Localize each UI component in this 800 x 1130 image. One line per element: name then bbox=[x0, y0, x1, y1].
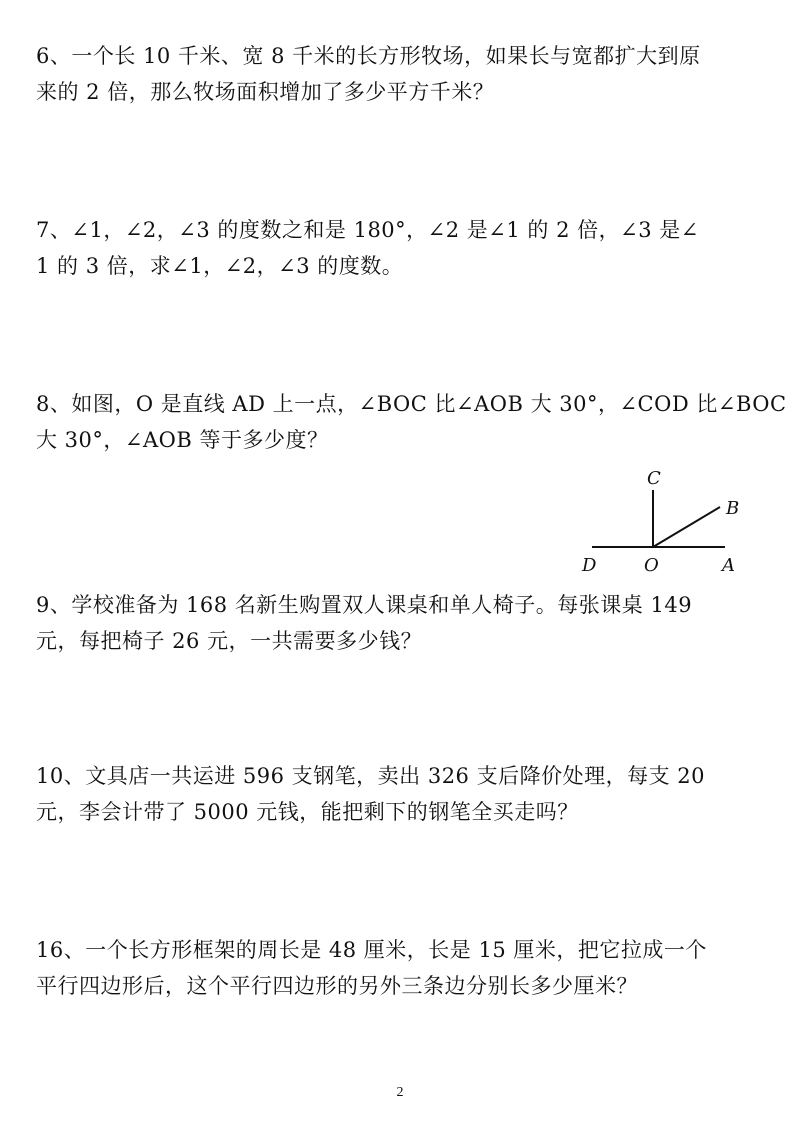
problem-8 bbox=[36, 386, 787, 458]
problem-6-line-2: 来的 2 倍，那么牧场面积增加了多少平方千米？ bbox=[36, 80, 495, 104]
problem-9-line-1: 9、学校准备为 168 名新生购置双人课桌和单人椅子。每张课桌 149 bbox=[36, 593, 693, 617]
problem-6 bbox=[36, 38, 768, 110]
label-o: O bbox=[644, 555, 659, 576]
ray-ob bbox=[653, 507, 720, 547]
problem-7-line-2: 1 的 3 倍，求∠1，∠2，∠3 的度数。 bbox=[36, 254, 404, 278]
label-c: C bbox=[647, 468, 661, 489]
problem-10 bbox=[36, 758, 768, 830]
problem-8-line-2: 大 30°，∠AOB 等于多少度？ bbox=[36, 428, 329, 452]
label-a: A bbox=[722, 555, 735, 576]
problem-10-line-1: 10、文具店一共运进 596 支钢笔，卖出 326 支后降价处理，每支 20 bbox=[36, 764, 705, 788]
page-number: 2 bbox=[396, 1085, 404, 1100]
label-d: D bbox=[582, 555, 597, 576]
angle-diagram bbox=[570, 460, 770, 590]
problem-9 bbox=[36, 587, 768, 659]
problem-9-line-2: 元，每把椅子 26 元，一共需要多少钱？ bbox=[36, 629, 423, 653]
problem-16-line-1: 16、一个长方形框架的周长是 48 厘米，长是 15 厘米，把它拉成一个 bbox=[36, 938, 707, 962]
problem-16-line-2: 平行四边形后，这个平行四边形的另外三条边分别长多少厘米？ bbox=[36, 974, 638, 998]
problem-16 bbox=[36, 932, 768, 1004]
angle-figure bbox=[570, 460, 770, 590]
problem-8-line-1: 8、如图，O 是直线 AD 上一点，∠BOC 比∠AOB 大 30°，∠COD 比∠BOC bbox=[36, 392, 787, 416]
problem-6-line-1: 6、一个长 10 千米、宽 8 千米的长方形牧场，如果长与宽都扩大到原 bbox=[36, 44, 701, 68]
problem-7-line-1: 7、∠1，∠2，∠3 的度数之和是 180°，∠2 是∠1 的 2 倍，∠3 是∠ bbox=[36, 218, 699, 242]
label-b: B bbox=[726, 498, 740, 519]
problem-10-line-2: 元，李会计带了 5000 元钱，能把剩下的钢笔全买走吗？ bbox=[36, 800, 579, 824]
problem-7 bbox=[36, 212, 768, 284]
